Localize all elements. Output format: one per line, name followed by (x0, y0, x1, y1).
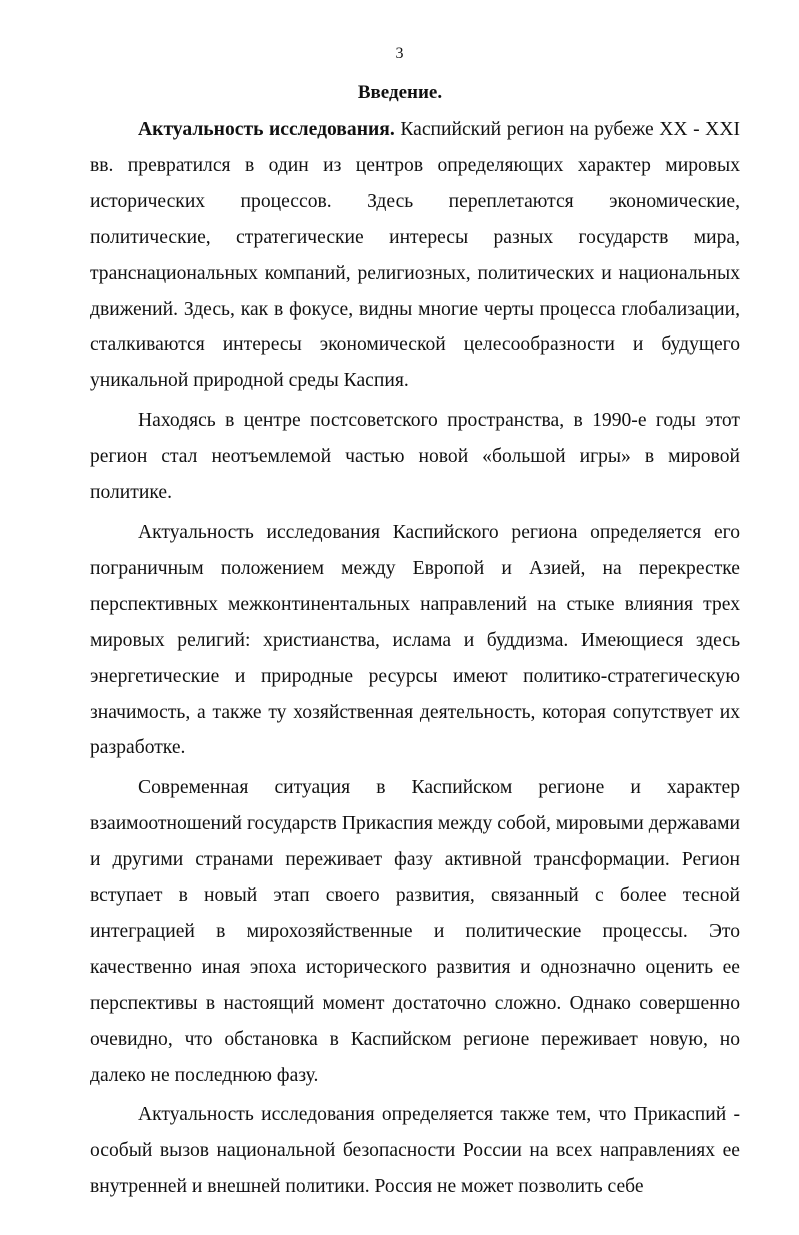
paragraph-lead: Актуальность исследования. (138, 119, 395, 140)
paragraph-national-security: Актуальность исследования определяется также тем, что Прикаспий - особый вызов национальной безопасности России на всех направлениях ее внутренней и внешней политики. Россия не может позволить себе (90, 1104, 740, 1198)
paragraph-relevance (90, 112, 740, 399)
section-heading: Введение. (357, 82, 443, 103)
body-text (90, 112, 740, 1205)
paragraph-current-situation: Современная ситуация в Каспийском регионе и характер взаимоотношений государств Прикаспия между собой, мировыми державами и другими странами переживает фазу активной трансформации. Регион вступает в новый этап своего развития, связанный с более тесной интеграцией в мирохозяйственные и политические процессы. Это качественно иная эпоха исторического развития и однозначно оценить ее перспективы в настоящий момент достаточно сложно. Однако совершенно очевидно, что обстановка в Каспийском регионе переживает новую, но далеко не последнюю фазу. (90, 777, 740, 1086)
paragraph-post-soviet: Находясь в центре постсоветского пространства, в 1990-е годы этот регион стал неотъемлемой частью новой «большой игры» в мировой политике. (90, 410, 740, 504)
page-number: 3 (395, 45, 404, 62)
paragraph-text: Каспийский регион на рубеже XX - XXI вв. превратился в один из центров определяющих характер мировых исторических процессов. Здесь переплетаются экономические, политические, стратегические интересы разных государств мира, транснациональных компаний, религиозных, политических и национальных движений. Здесь, как в фокусе, видны многие черты процесса глобализации, сталкиваются интересы экономической целесообразности и будущего уникальной природной среды Каспия. (90, 119, 741, 392)
paragraph-border-position: Актуальность исследования Каспийского региона определяется его пограничным положением между Европой и Азией, на перекрестке перспективных межконтинентальных направлений на стыке влияния трех мировых религий: христианства, ислама и буддизма. Имеющиеся здесь энергетические и природные ресурсы имеют политико-стратегическую значимость, а также ту хозяйственная деятельность, которая сопутствует их разработке. (90, 521, 740, 759)
